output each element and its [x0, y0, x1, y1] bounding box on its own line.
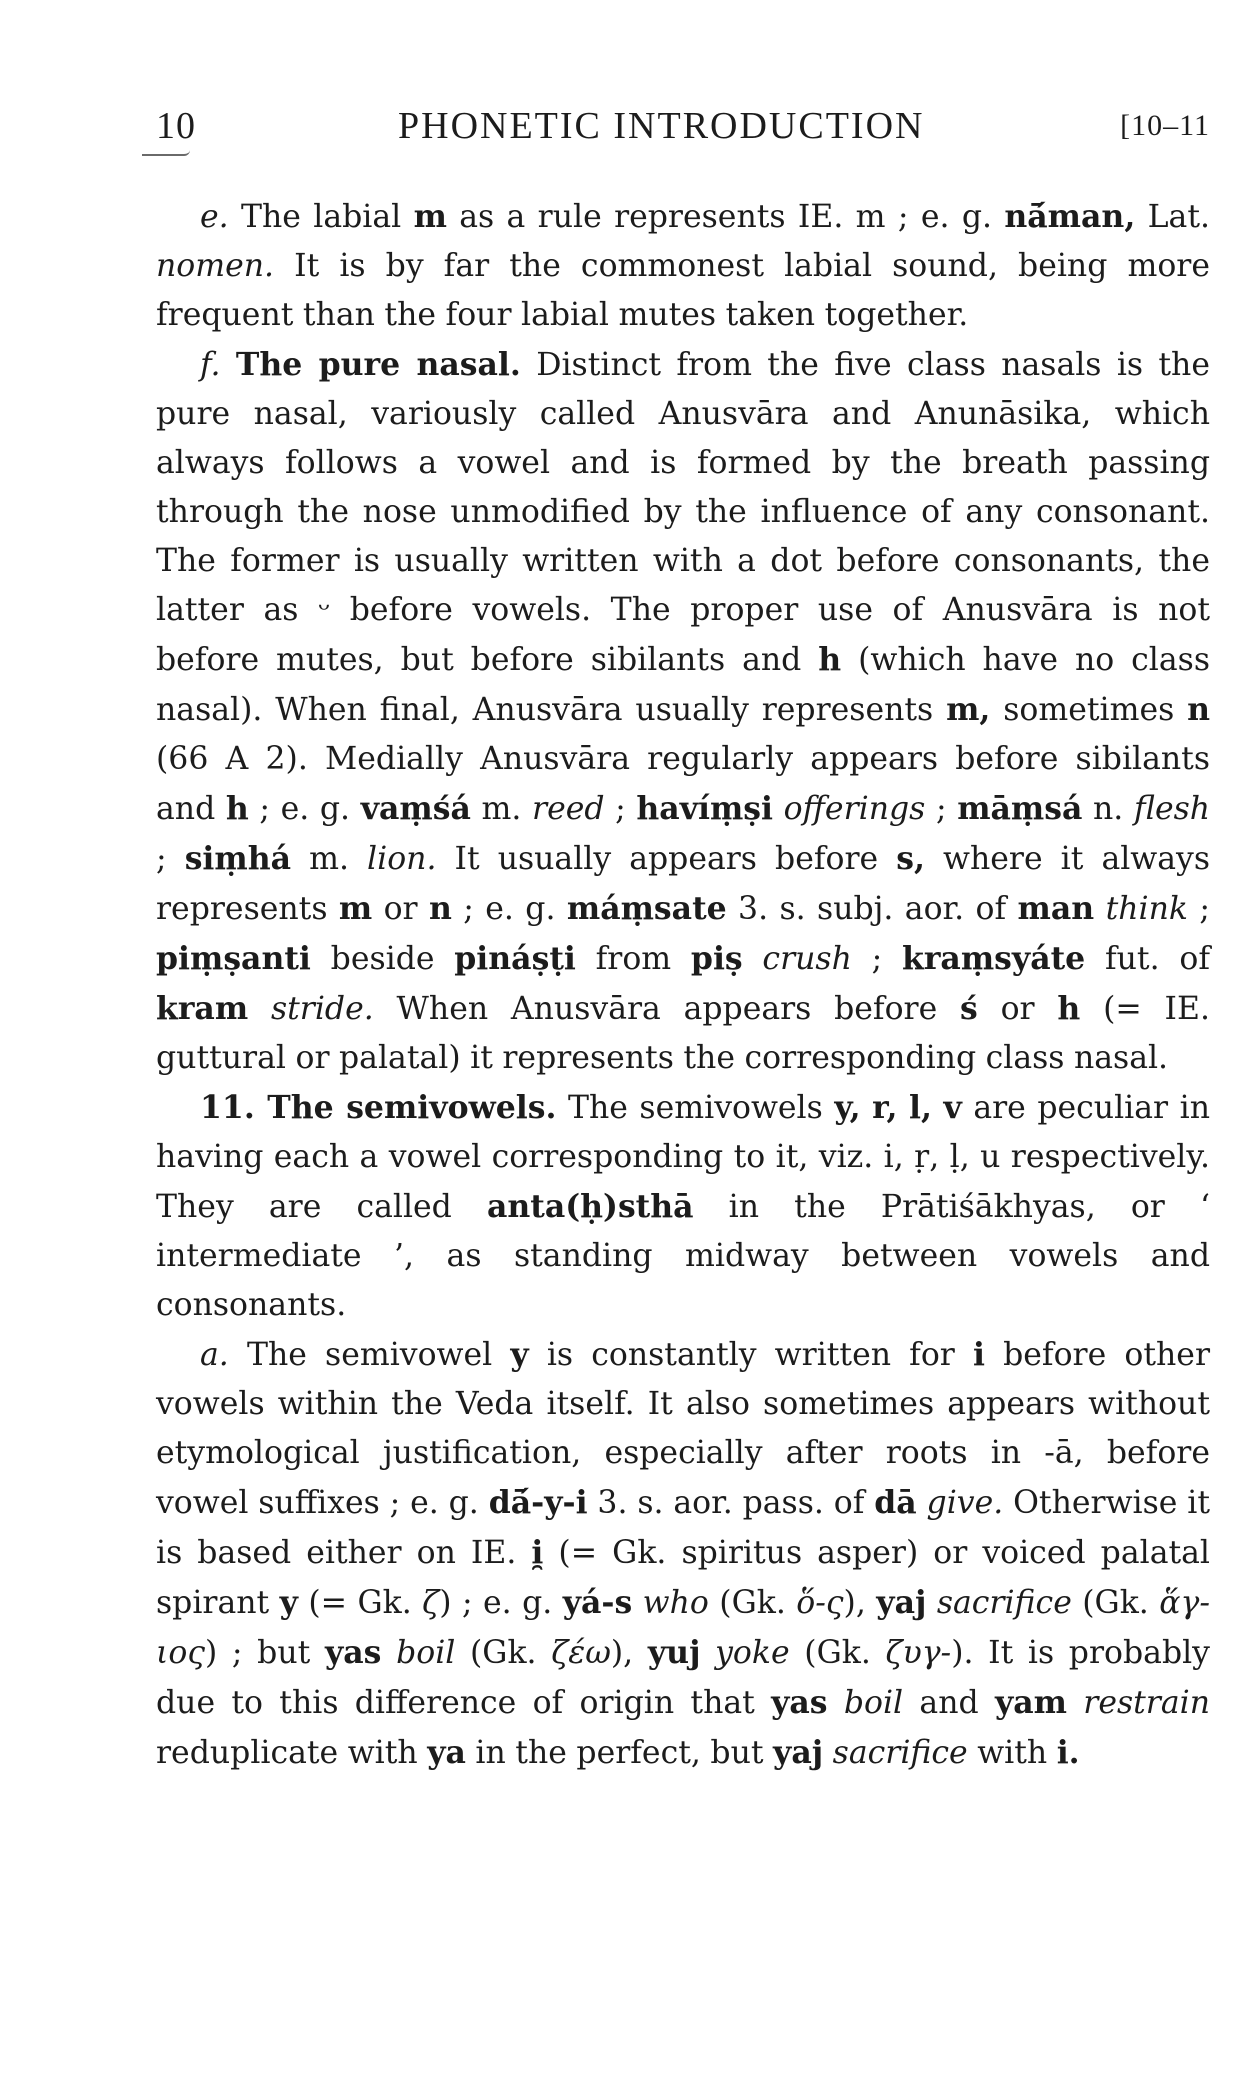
paragraph-e: e. The labial m as a rule represents IE. m ; e. g. nā́man, Lat. nomen. It is by far the commonest labial sound, being more frequent than the four labial mutes taken together. — [156, 198, 1210, 333]
anunasika-sign: ᵕ — [318, 592, 331, 628]
running-title: PHONETIC INTRODUCTION — [398, 105, 925, 147]
page-number-underline — [142, 150, 190, 156]
section-range: [10–11 — [1120, 109, 1210, 142]
paragraph-label: a. — [200, 1337, 229, 1373]
book-page — [156, 100, 1210, 1778]
paragraph-a: a. The semivowel y is constantly written for i before other vowels within the Veda itself. It also sometimes appears without etymological justification, especially after roots in -ā, before vowel suffixes ; e. g. dā́-y-i 3. s. aor. pass. of dā give. Otherwise it is based either on IE. i̯ (= Gk. spiritus asper) or voiced palatal spirant y (= Gk. ζ) ; e. g. yá-s who (Gk. ὅ-ς), yaj sacrifice (Gk. ἅγ-ιος) ; but yas boil (Gk. ζέω), yuj yoke (Gk. ζυγ-). It is probably due to this difference of origin that yas boil and yam restrain reduplicate with ya in the perfect, but yaj sacrifice with i. — [156, 1336, 1211, 1771]
running-header — [156, 100, 1210, 152]
page-number: 10 — [156, 105, 196, 147]
section-number: 11. — [200, 1089, 255, 1126]
section-heading: The semivowels. — [254, 1089, 557, 1126]
page-body — [156, 192, 1210, 1778]
paragraph-heading: The pure nasal. — [235, 346, 521, 383]
paragraph-label: e. — [200, 199, 229, 235]
paragraph-label: f. — [200, 347, 221, 383]
section-11: 11. The semivowels. The semivowels y, r, l, v are peculiar in having each a vowel corresponding to it, viz. i, ṛ, ḷ, u respectively. They are called anta(ḥ)sthā in the Prātiśākhyas, or ‘ intermediate ’, as standing midway between vowels and consonants. — [156, 1089, 1210, 1323]
paragraph-f: f. The pure nasal. Distinct from the five class nasals is the pure nasal, variously called Anusvāra and Anunāsika, which always follows a vowel and is formed by the breath passing through the nose unmodified by the influence of any consonant. The former is usually written with a dot before consonants, the latter as ᵕ before vowels. The proper use of Anusvāra is not before mutes, but before sibilants and h (which have no class nasal). When final, Anusvāra usually represents m, sometimes n (66 A 2). Medially Anusvāra regularly appears before sibilants and h ; e. g. vaṃśá m. reed ; havíṃṣi offerings ; māṃsá n. flesh ; siṃhá m. lion. It usually appears before s, where it always represents m or n ; e. g. máṃsate 3. s. subj. aor. of man think ; piṃṣanti beside pináṣṭi from piṣ crush ; kraṃsyáte fut. of kram stride. When Anusvāra appears before ś or h (= IE. guttural or palatal) it represents the corresponding class nasal. — [156, 346, 1211, 1076]
